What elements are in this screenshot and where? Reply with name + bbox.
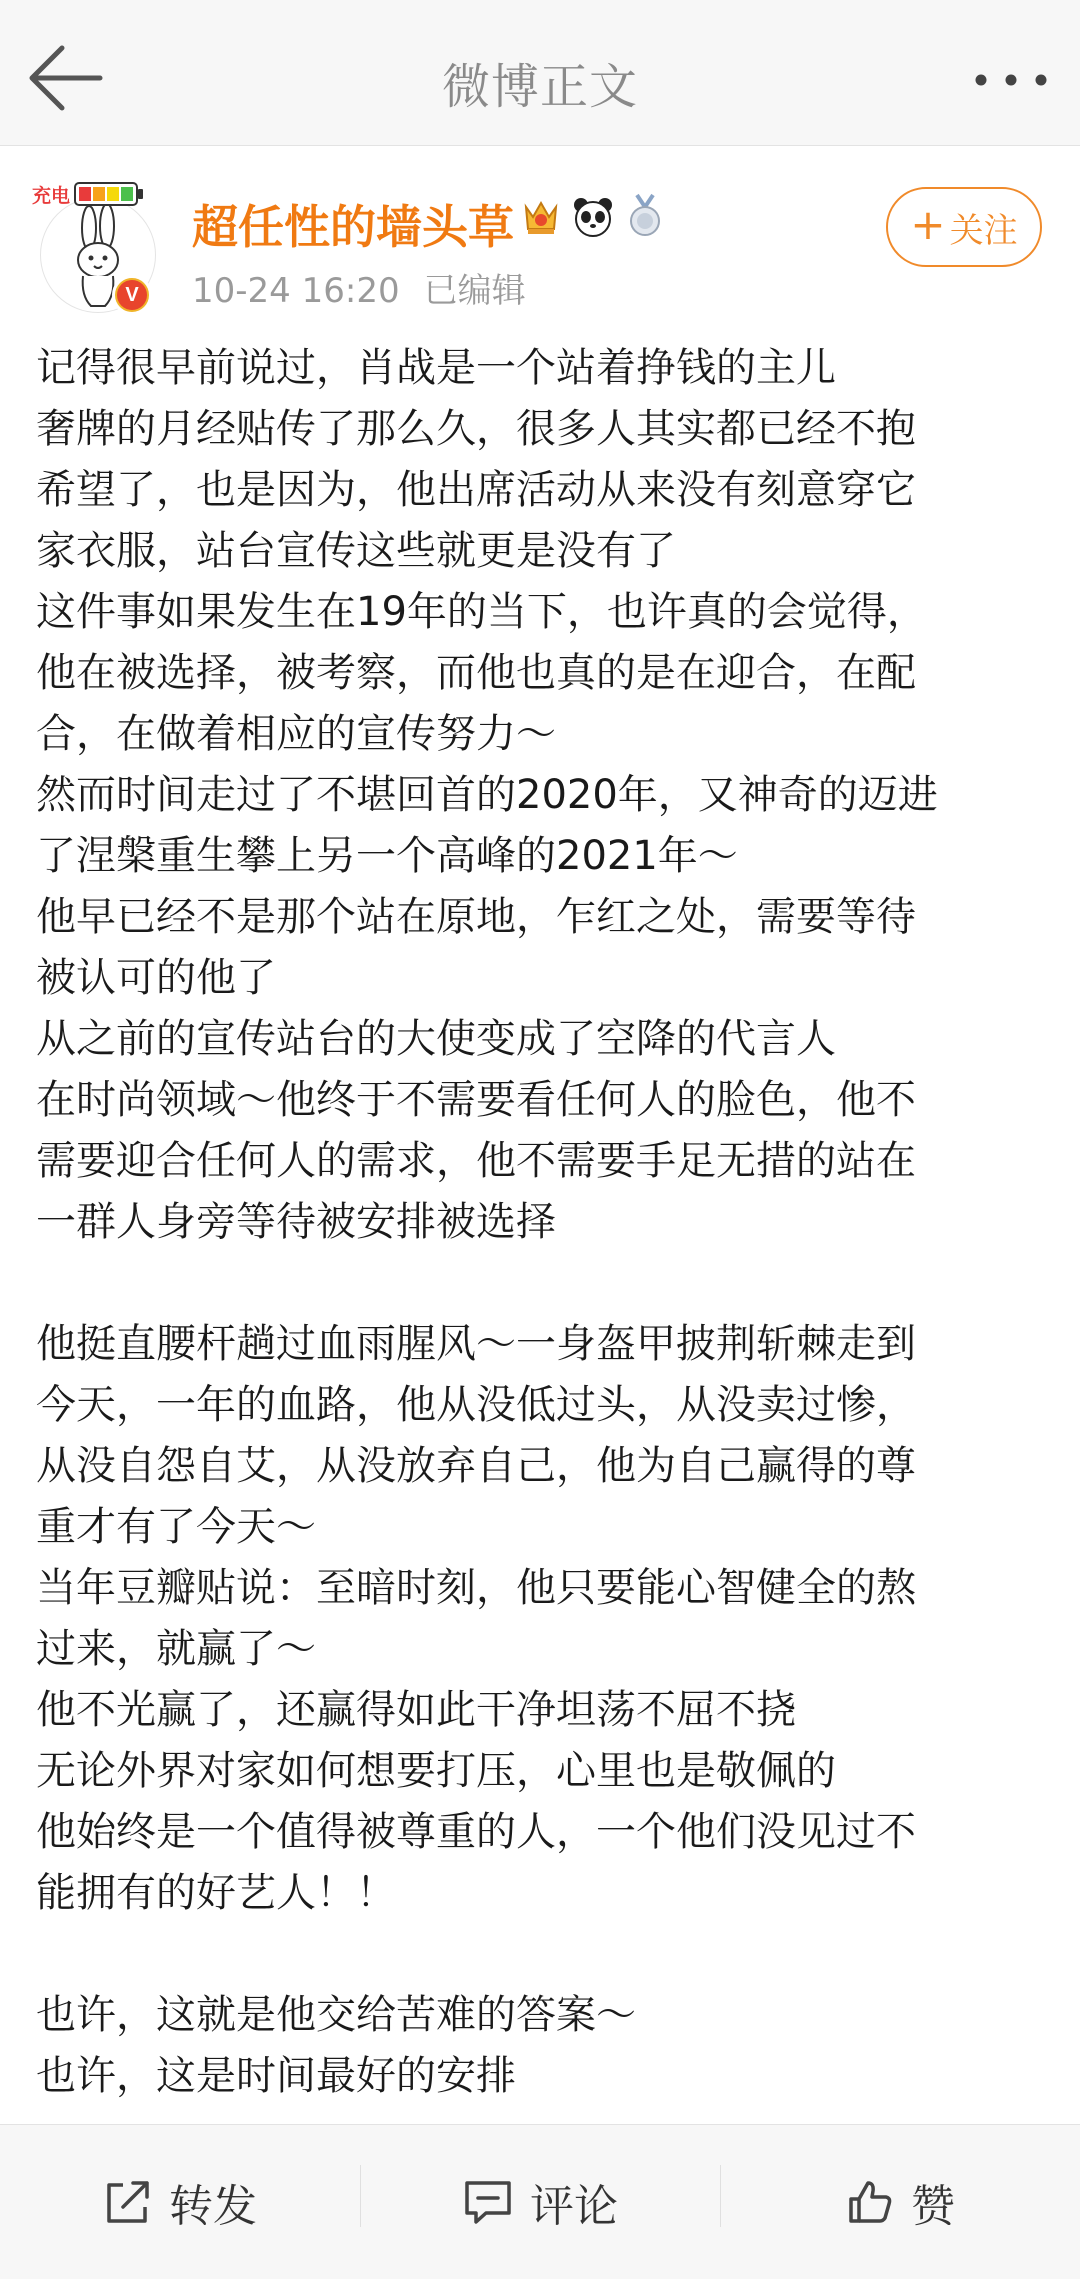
edited-tag: 已编辑 — [423, 271, 526, 311]
author-row — [0, 165, 1080, 325]
post-line: 他不光赢了，还赢得如此干净坦荡不屈不挠 — [36, 1687, 796, 1733]
panda-icon[interactable] — [570, 193, 616, 239]
post-blank-line — [36, 1924, 1046, 1985]
post-line: 他早已经不是那个站在原地，乍红之处，需要等待 — [36, 894, 916, 940]
comment-label: 评论 — [530, 2181, 618, 2232]
avatar-block[interactable] — [32, 175, 160, 315]
post-line: 一群人身旁等待被安排被选择 — [36, 1199, 556, 1245]
follow-label: 关注 — [949, 210, 1018, 251]
crown-member-icon[interactable] — [518, 193, 564, 239]
follow-button[interactable] — [886, 187, 1042, 267]
post-line: 他始终是一个值得被尊重的人，一个他们没见过不 — [36, 1809, 916, 1855]
post-text — [36, 338, 1046, 2120]
post-blank-line — [36, 1253, 1046, 1314]
post-line: 也许，这是时间最好的安排 — [36, 2053, 516, 2099]
post-line: 奢牌的月经贴传了那么久，很多人其实都已经不抱 — [36, 406, 916, 452]
comment-icon — [462, 2177, 514, 2227]
post-line: 也许，这就是他交给苦难的答案～ — [36, 1992, 636, 2038]
post-line: 从之前的宣传站台的大使变成了空降的代言人 — [36, 1016, 836, 1062]
like-button[interactable] — [720, 2125, 1080, 2279]
post-line: 当年豆瓣贴说：至暗时刻，他只要能心智健全的熬 — [36, 1565, 916, 1611]
verified-badge-icon: V — [112, 275, 152, 315]
share-icon — [103, 2177, 153, 2227]
post-line: 需要迎合任何人的需求，他不需要手足无措的站在 — [36, 1138, 916, 1184]
post-meta — [192, 263, 526, 312]
post-line: 然而时间走过了不堪回首的2020年，又神奇的迈进 — [36, 772, 938, 818]
post-line: 过来，就赢了～ — [36, 1626, 316, 1672]
bottom-action-bar — [0, 2124, 1080, 2279]
post-line: 被认可的他了 — [36, 955, 276, 1001]
post-line: 希望了，也是因为，他出席活动从来没有刻意穿它 — [36, 467, 916, 513]
top-nav-bar — [0, 0, 1080, 146]
post-line: 合，在做着相应的宣传努力～ — [36, 711, 556, 757]
username[interactable]: 超任性的墙头草 — [192, 200, 514, 254]
post-line: 他在被选择，被考察，而他也真的是在迎合，在配 — [36, 650, 916, 696]
thumbs-up-icon — [845, 2177, 895, 2227]
charge-badge: 充电 — [32, 179, 144, 209]
post-line: 重才有了今天～ — [36, 1504, 316, 1550]
post-line: 了涅槃重生攀上另一个高峰的2021年～ — [36, 833, 738, 879]
post-line: 从没自怨自艾，从没放弃自己，他为自己赢得的尊 — [36, 1443, 916, 1489]
page-title: 微博正文 — [441, 59, 638, 115]
plus-icon: + — [910, 200, 946, 249]
post-line: 记得很早前说过，肖战是一个站着挣钱的主儿 — [36, 345, 836, 391]
like-label: 赞 — [911, 2181, 955, 2232]
medal-icon[interactable] — [622, 193, 668, 239]
repost-label: 转发 — [169, 2181, 257, 2232]
post-line: 这件事如果发生在19年的当下，也许真的会觉得， — [36, 589, 927, 635]
post-line: 家衣服，站台宣传这些就更是没有了 — [36, 528, 676, 574]
post-line: 今天，一年的血路，他从没低过头，从没卖过惨， — [36, 1382, 916, 1428]
more-options-icon[interactable] — [972, 62, 1050, 98]
comment-button[interactable] — [360, 2125, 720, 2279]
post-line: 在时尚领域～他终于不需要看任何人的脸色，他不 — [36, 1077, 916, 1123]
user-badges — [518, 193, 668, 239]
post-line: 他挺直腰杆趟过血雨腥风～一身盔甲披荆斩棘走到 — [36, 1321, 916, 1367]
post-line: 能拥有的好艺人！！ — [36, 1870, 396, 1916]
repost-button[interactable] — [0, 2125, 360, 2279]
battery-icon — [74, 181, 144, 207]
post-time: 10-24 16:20 — [192, 271, 400, 311]
post-line: 无论外界对家如何想要打压，心里也是敬佩的 — [36, 1748, 836, 1794]
